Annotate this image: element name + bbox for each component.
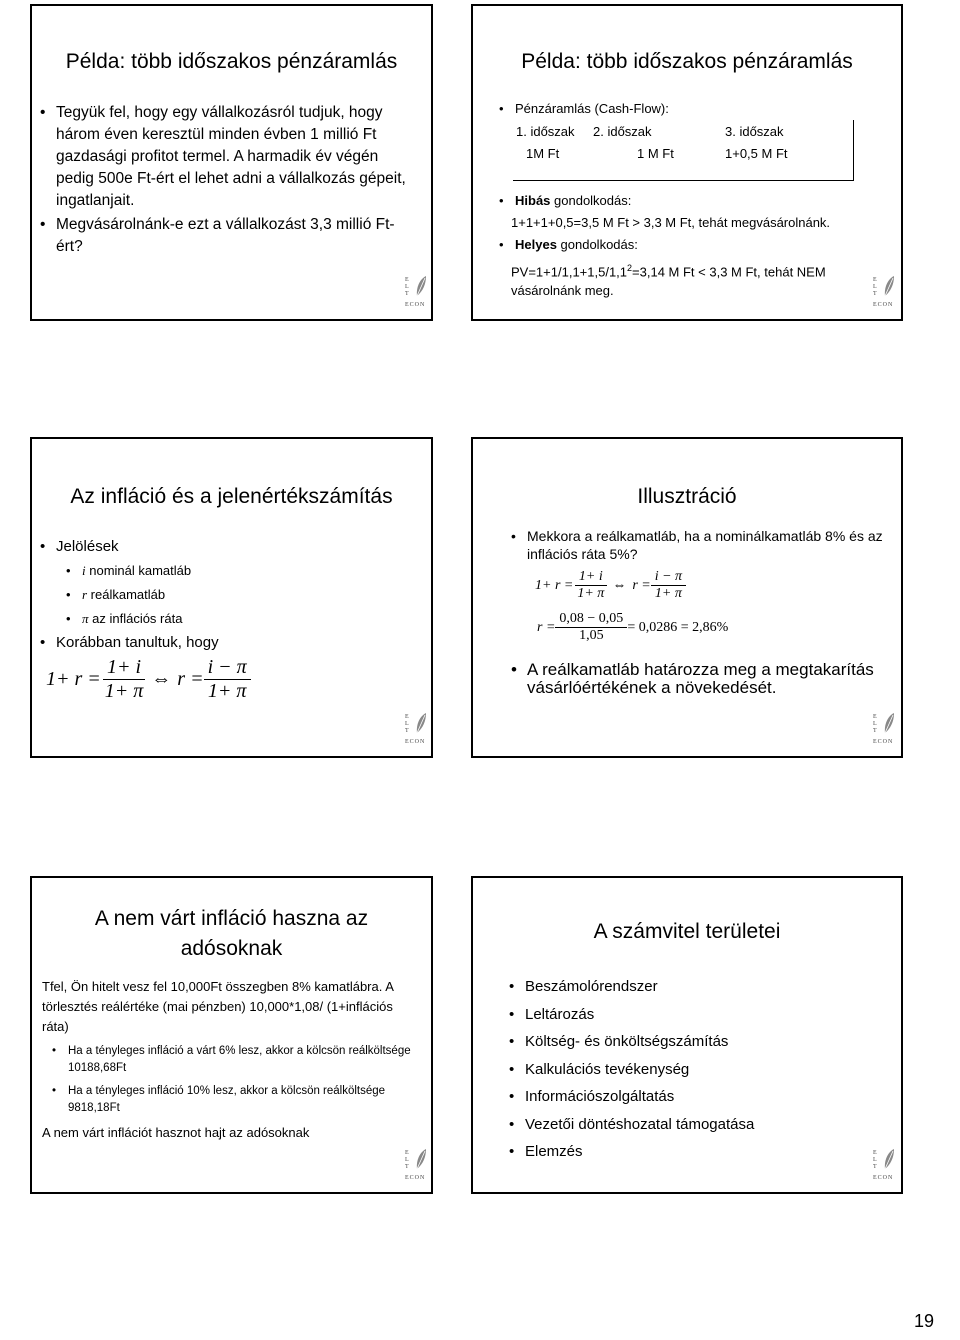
leaf-icon: [883, 712, 895, 734]
elte-econ-logo: E L T ECON: [873, 714, 894, 745]
slide-title: Példa: több időszakos pénzáramlás: [65, 50, 398, 73]
list-item: • Költség- és önköltségszámítás: [509, 1028, 754, 1056]
page-number: 19: [913, 1311, 934, 1331]
wrong-reasoning: • Hibás gondolkodás: 1+1+1+0,5=3,5 M Ft > 3,3 M Ft, tehát megvásárolnánk. • Helyes gondolkodás: $PV=1+1/1,1+1,5/1,1^2=3,14$ M Ft < 3,3 M Ft, tehát NEM vásárolnánk meg.: [499, 190, 889, 300]
slide-4: [471, 437, 903, 758]
debtor-content: • Tfel, Ön hitelt vesz fel 10,000Ft összegben 8% kamatlábra. A törlesztés reálértéke (mai pénzben) 10,000*1,08/ (1+inflációs ráta) • Ha a tényleges infláció a várt 6% lesz, akkor a kölcsön reálköltsége 10188,68Ft • Ha a tényleges infláció 10% lesz, akkor a kölcsön reálköltsége 9818,18Ft • A nem várt inflációt hasznot hajt az adósoknak: [30, 977, 418, 1143]
question: • Mekkora a reálkamatláb, ha a nominálkamatláb 8% és az inflációs ráta 5%?: [511, 527, 897, 563]
cashflow-label: • Pénzáramlás (Cash-Flow):: [499, 101, 669, 116]
formula-2: r = $\frac{0,08 - 0,05}{1,05}$ = 0,0286 = 2,86%: [537, 611, 729, 643]
slide-6: [471, 876, 903, 1194]
formula: 1+ r = $\frac{1+ i}{1+ \pi}$ ⇔ r = $\frac{i - \pi}{1+ \pi}$: [46, 656, 251, 703]
list-item: • Kalkulációs tevékenység: [509, 1056, 754, 1084]
cashflow-table: 1. időszak 2. időszak 3. időszak 1M Ft 1 M Ft 1+0,5 M Ft: [513, 120, 854, 181]
slide-2: [471, 4, 903, 321]
elte-econ-logo: E L T ECON: [405, 714, 426, 745]
slide-title: Illusztráció: [637, 485, 737, 508]
slide-3: [30, 437, 433, 758]
slide-1: [30, 4, 433, 321]
slide-5: [30, 876, 433, 1194]
elte-econ-logo: E L T ECON: [405, 277, 426, 308]
bullet: • Tegyük fel, hogy egy vállalkozásról tudjuk, hogy három éven keresztül minden évben 1 millió Ft gazdasági profitot termel. A harmadik év végén pedig 500e Ft-ért el lehet adni a vállalkozás gépeit, ingatlanjait.: [40, 102, 420, 212]
leaf-icon: [883, 275, 895, 297]
bullet: • Megvásárolnánk-e ezt a vállalkozást 3,3 millió Ft-ért?: [40, 214, 420, 258]
leaf-icon: [883, 1148, 895, 1170]
elte-econ-logo: E L T ECON: [405, 1150, 426, 1181]
leaf-icon: [415, 1148, 427, 1170]
elte-econ-logo: E L T ECON: [873, 277, 894, 308]
elte-econ-logo: E L T ECON: [873, 1150, 894, 1181]
leaf-icon: [415, 275, 427, 297]
formula-1: 1+ r = $\frac{1+ i}{1+ \pi}$ ⇔ r = $\frac{i - \pi}{1+ \pi}$: [535, 569, 686, 602]
list-item: • Információszolgáltatás: [509, 1083, 754, 1111]
notations: • Jelölések • i nominál kamatláb • r reálkamatláb • π az inflációs ráta • Korábban tanultuk, hogy: [40, 535, 219, 655]
list-item: • Vezetői döntéshozatal támogatása: [509, 1111, 754, 1139]
conclusion: • A reálkamatláb határozza meg a megtakarítás vásárlóértékének a növekedését.: [511, 661, 887, 697]
slide-title: A nem várt infláció haszna az adósoknak: [94, 907, 369, 960]
slide-title: A számvitel területei: [593, 920, 781, 943]
accounting-areas-list: [509, 973, 754, 1166]
leaf-icon: [415, 712, 427, 734]
list-item: • Beszámolórendszer: [509, 973, 754, 1001]
slide-title: Az infláció és a jelenértékszámítás: [70, 485, 393, 508]
slide-title: Példa: több időszakos pénzáramlás: [521, 50, 853, 73]
list-item: • Leltározás: [509, 1001, 754, 1029]
list-item: • Elemzés: [509, 1138, 754, 1166]
